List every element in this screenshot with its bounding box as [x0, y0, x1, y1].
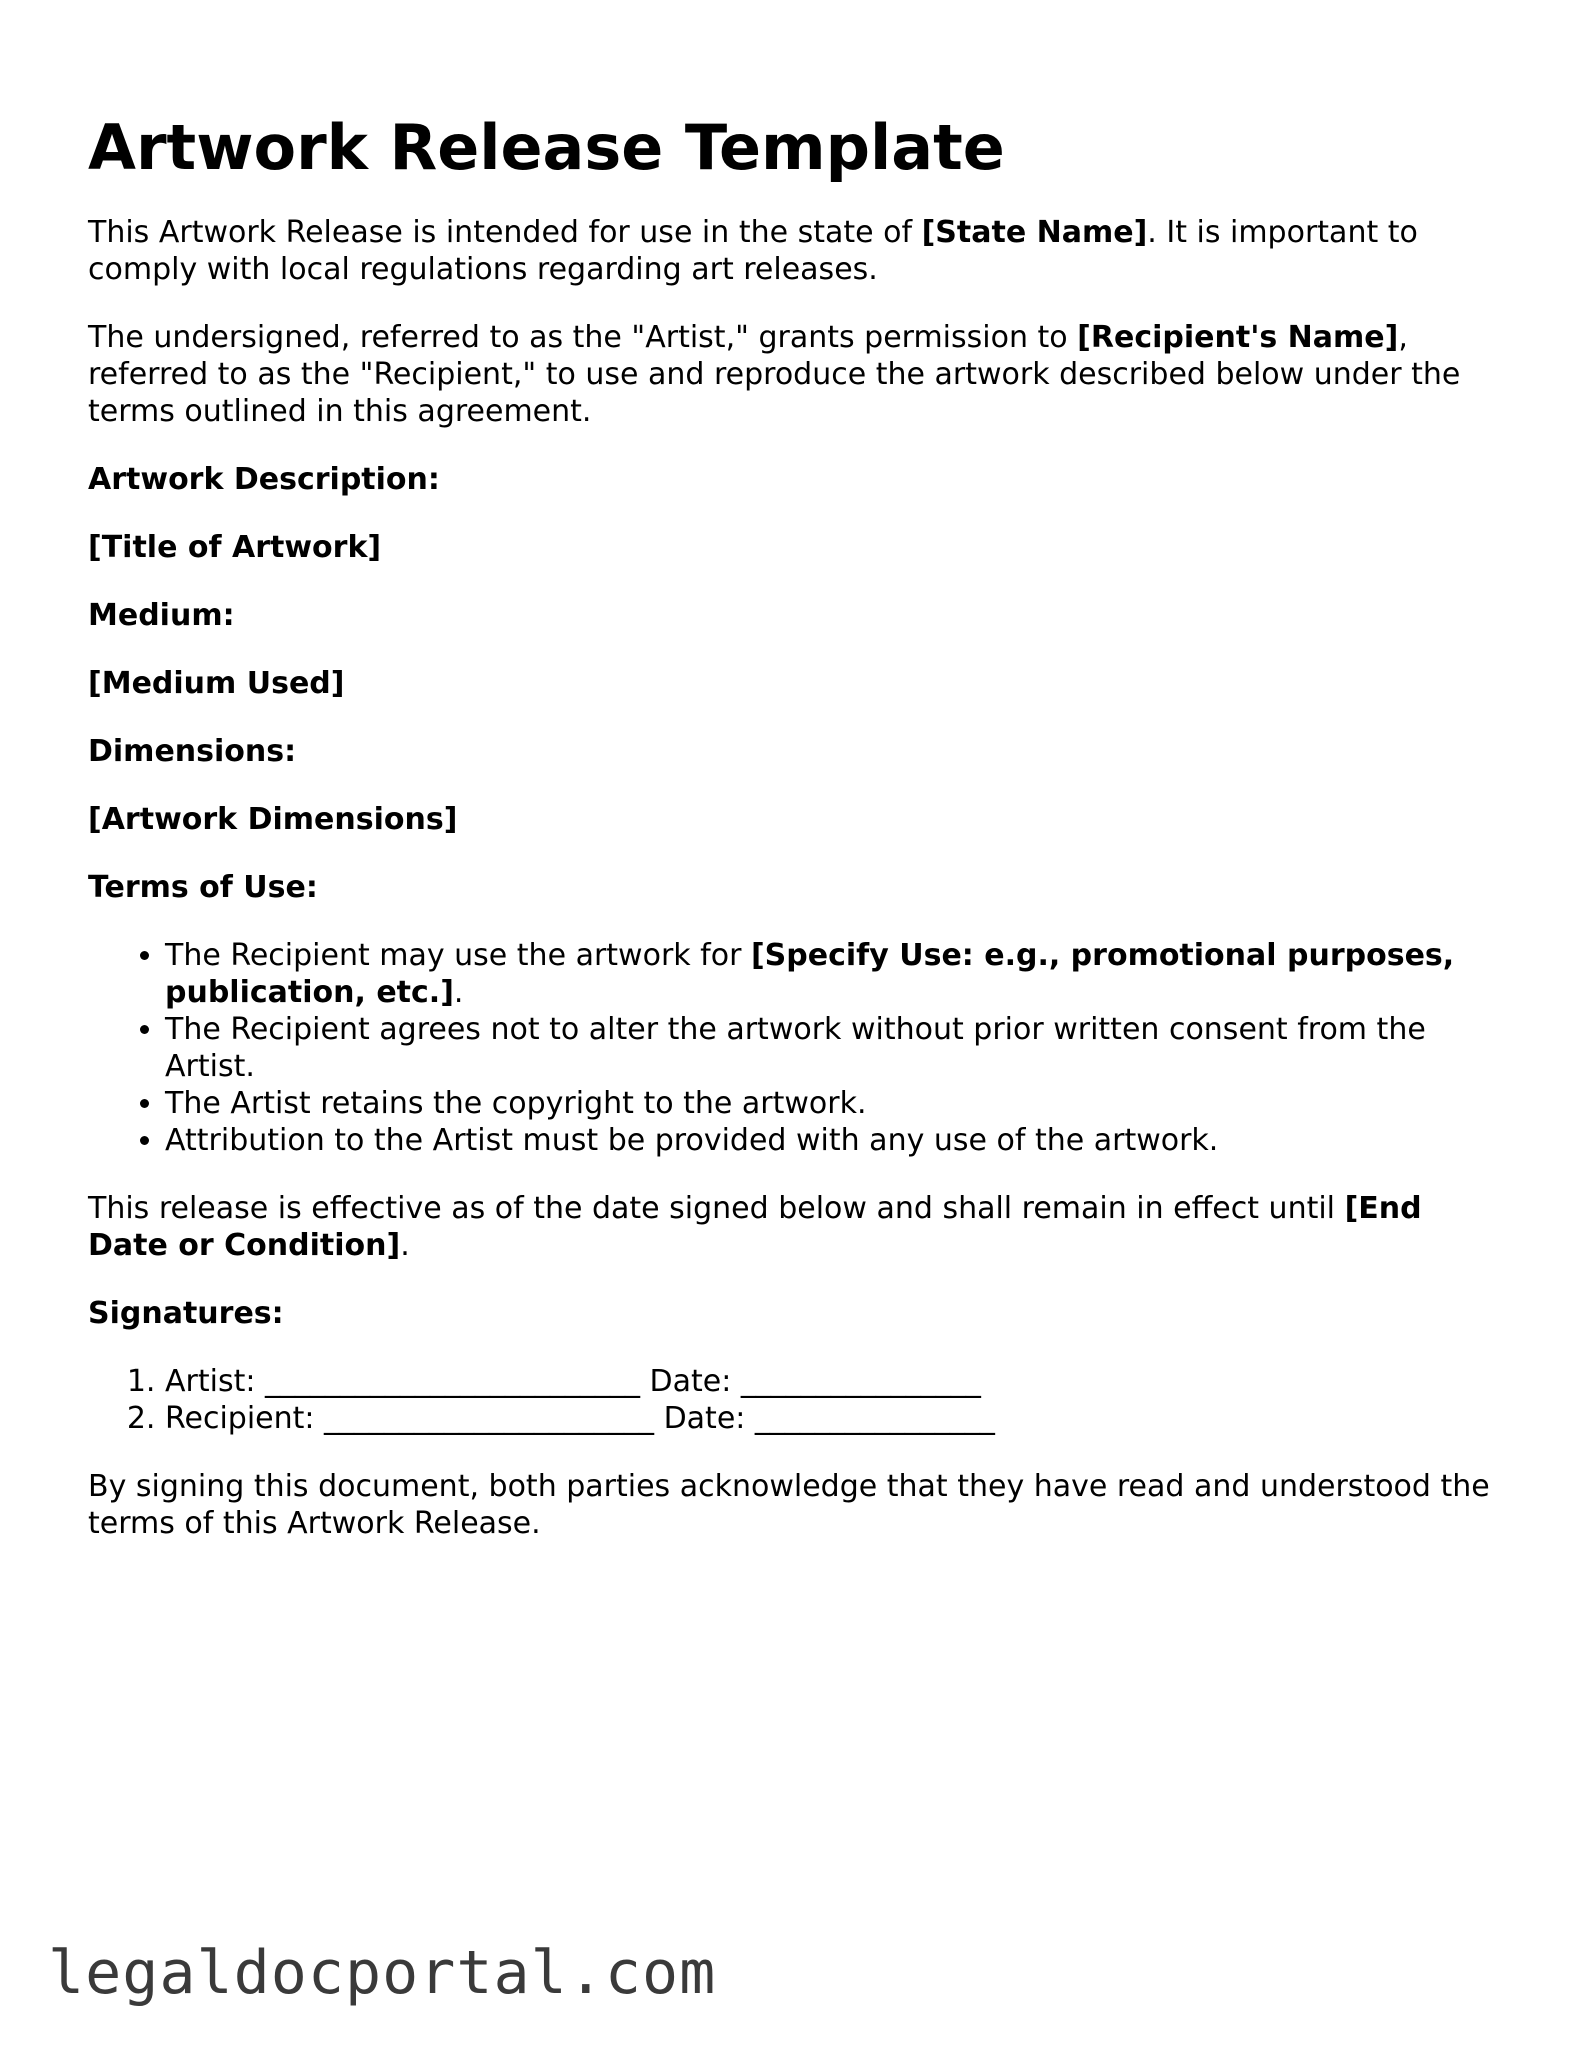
effective-paragraph: [88, 1190, 1508, 1264]
end-date-placeholder: [End Date or Condition]: [88, 1191, 1422, 1263]
grant-paragraph: [88, 319, 1508, 430]
terms-label: Terms of Use:: [88, 870, 318, 905]
effective-text-2: .: [400, 1228, 410, 1263]
watermark: legaldocportal.com: [48, 1938, 717, 2008]
medium-label: Medium:: [88, 598, 235, 633]
signatures-label: Signatures:: [88, 1296, 284, 1331]
description-value: [Title of Artwork]: [88, 530, 382, 565]
grant-text-2: , referred to as the "Recipient," to use and reproduce the artwork described below under the terms outlined in this agreement.: [88, 320, 1461, 429]
dimensions-value: [Artwork Dimensions]: [88, 802, 458, 837]
terms-item: [165, 937, 1508, 1011]
grant-text-1: The undersigned, referred to as the "Artist," grants permission to: [88, 320, 1078, 355]
artist-signature-line: 1. Artist: _________________________ Date: ________________: [165, 1363, 1508, 1400]
closing-paragraph: By signing this document, both parties acknowledge that they have read and understood the terms of this Artwork Release.: [88, 1469, 1490, 1541]
state-placeholder: [State Name]: [921, 215, 1148, 250]
effective-text-1: This release is effective as of the date signed below and shall remain in effect until: [88, 1191, 1345, 1226]
signatures-list: [88, 1363, 1508, 1437]
terms-item: • The Artist retains the copyright to the artwork.: [165, 1085, 1508, 1122]
terms-item: • Attribution to the Artist must be provided with any use of the artwork.: [165, 1122, 1508, 1159]
terms-item-1-text: The Recipient may use the artwork for: [165, 938, 751, 973]
terms-list: [88, 937, 1508, 1159]
medium-value: [Medium Used]: [88, 666, 345, 701]
intro-text-2: . It is important to comply with local regulations regarding art releases.: [88, 215, 1418, 287]
dimensions-label: Dimensions:: [88, 734, 297, 769]
terms-item: • The Recipient agrees not to alter the artwork without prior written consent from the Artist.: [165, 1011, 1508, 1085]
document-title: Artwork Release Template: [88, 111, 1005, 184]
terms-item-1-end: .: [453, 975, 464, 1010]
recipient-signature-line: 2. Recipient: ______________________ Date: ________________: [165, 1400, 1508, 1437]
recipient-placeholder: [Recipient's Name]: [1077, 320, 1399, 355]
intro-text-1: This Artwork Release is intended for use in the state of: [88, 215, 922, 250]
use-placeholder: [Specify Use: e.g., promotional purposes, publication, etc.]: [165, 938, 1455, 1010]
description-label: Artwork Description:: [88, 462, 440, 497]
intro-paragraph: [88, 214, 1508, 288]
document-page: [88, 108, 1508, 1573]
